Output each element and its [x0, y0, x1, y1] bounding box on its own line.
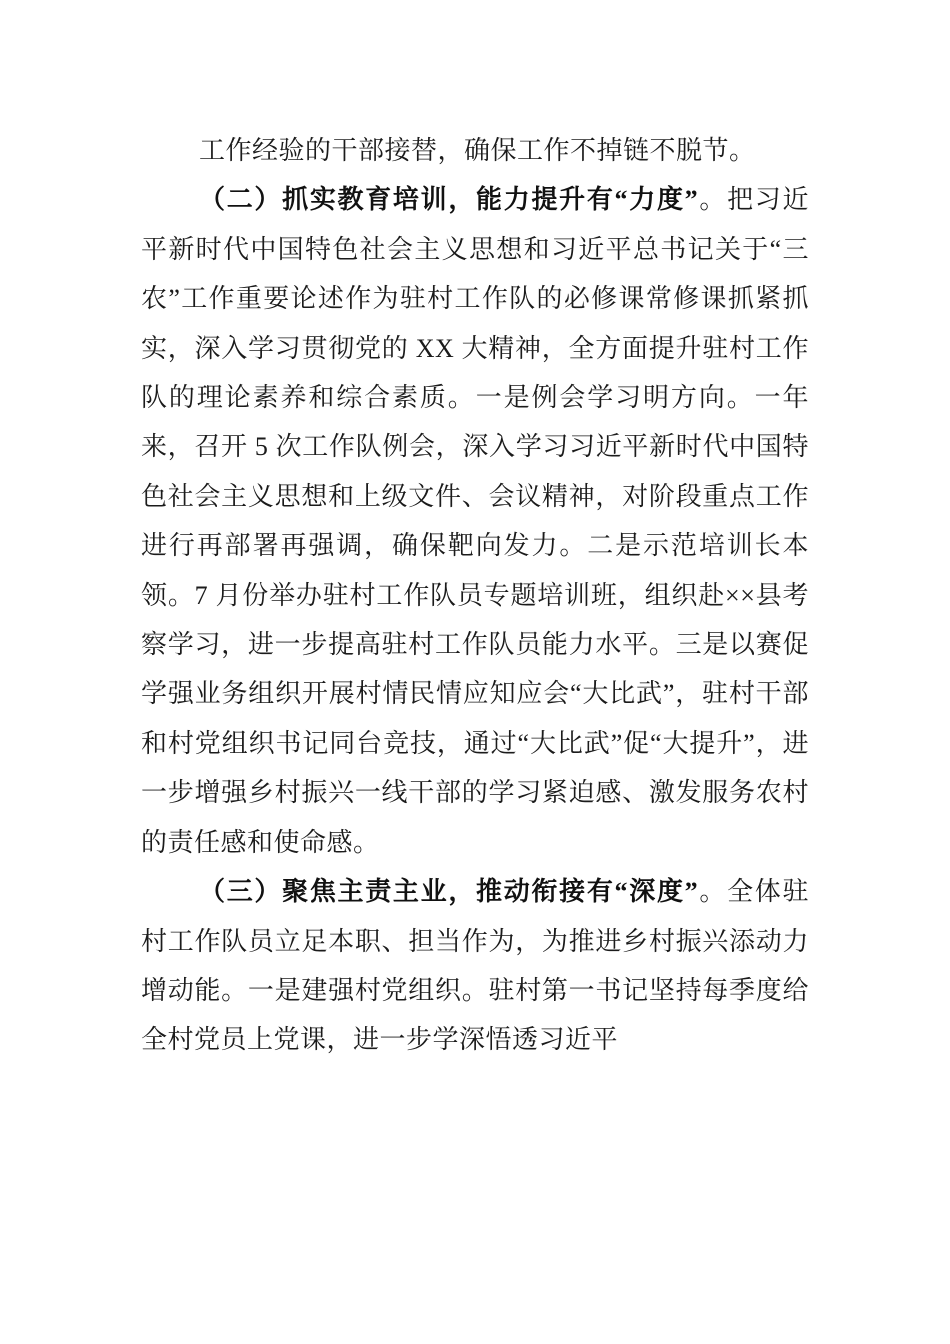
paragraph-text: 。全体驻村工作队员立足本职、担当作为，为推进乡村振兴添动力增动能。一是建强村党组织。驻村第一书记坚持每季度给全村党员上党课，进一步学深悟透习近平	[141, 877, 809, 1055]
section-two-heading: （二）抓实教育培训，能力提升有“力度”	[199, 185, 699, 215]
paragraph-text: 工作经验的干部接替，确保工作不掉链不脱节。	[199, 136, 756, 165]
paragraph-text: 。把习近平新时代中国特色社会主义思想和习近平总书记关于“三农”工作重要论述作为驻村工作队的必修课常修课抓紧抓实，深入学习贯彻党的 XX 大精神，全方面提升驻村工作队的理论素养和综合素质。一是例会学习明方向。一年来，召开 5 次工作队例会，深入学习习近平新时代中国特色社会主义思想和上级文件、会议精神，对阶段重点工作进行再部署再强调，确保靶向发力。二是示范培训长本领。7 月份举办驻村工作队员专题培训班，组织赴××县考察学习，进一步提高驻村工作队员能力水平。三是以赛促学强业务组织开展村情民情应知应会“大比武”，驻村干部和村党组织书记同台竞技，通过“大比武”促“大提升”，进一步增强乡村振兴一线干部的学习紧迫感、激发服务农村的责任感和使命感。	[141, 185, 809, 857]
paragraph-section-two	[141, 175, 809, 867]
section-three-heading: （三）聚焦主责主业，推动衔接有“深度”	[199, 877, 699, 907]
paragraph-continuation	[141, 126, 809, 175]
paragraph-section-three	[141, 867, 809, 1065]
